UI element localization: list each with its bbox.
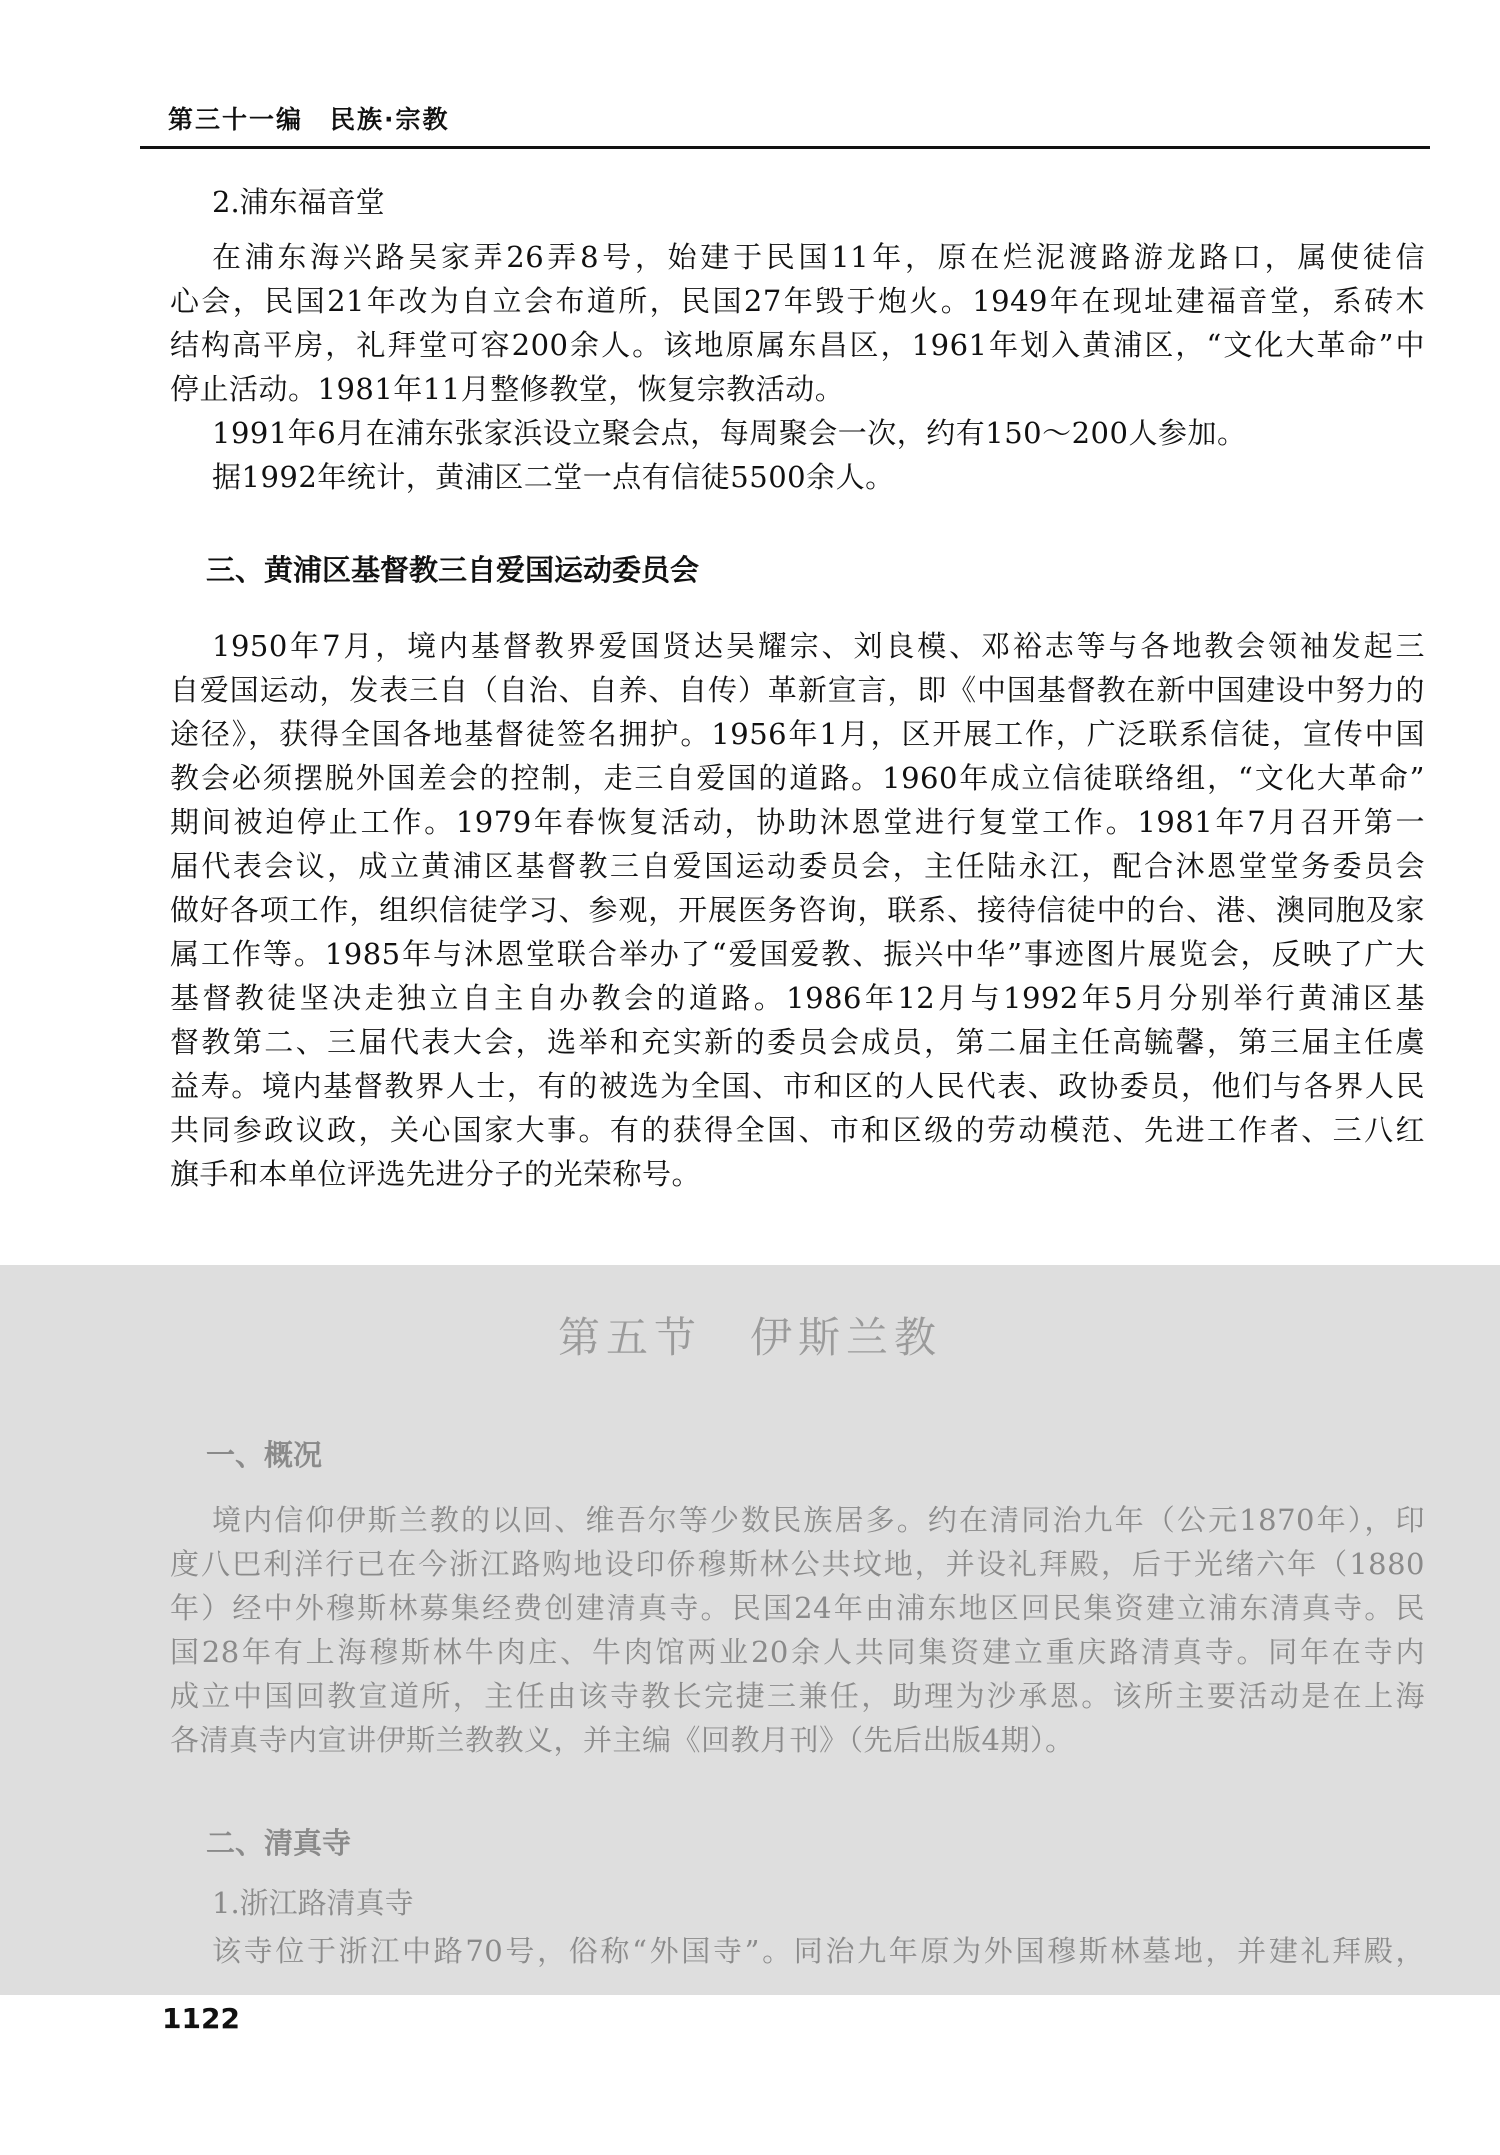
paragraph-line: 1991年6月在浦东张家浜设立聚会点，每周聚会一次，约有150～200人参加。 bbox=[212, 416, 1247, 450]
paragraph-line: 自爱国运动，发表三自（自治、自养、自传）革新宣言，即《中国基督教在新中国建设中努力的 bbox=[170, 673, 1425, 707]
overview-paragraph bbox=[170, 1498, 1425, 1762]
paragraph-line: 期间被迫停止工作。1979年春恢复活动，协助沐恩堂进行复堂工作。1981年7月召开第一 bbox=[170, 805, 1425, 839]
paragraph-line: 年）经中外穆斯林募集经费创建清真寺。民国24年由浦东地区回民集资建立浦东清真寺。民 bbox=[170, 1591, 1425, 1625]
paragraph-line: 1950年7月，境内基督教界爱国贤达吴耀宗、刘良模、邓裕志等与各地教会领袖发起三 bbox=[212, 629, 1425, 663]
paragraph-line: 该寺位于浙江中路70号，俗称“外国寺”。同治九年原为外国穆斯林墓地，并建礼拜殿， bbox=[212, 1934, 1425, 1968]
paragraph-line: 基督教徒坚决走独立自主自办教会的道路。1986年12月与1992年5月分别举行黄浦区基 bbox=[170, 981, 1425, 1015]
header-rule bbox=[140, 146, 1430, 149]
subsection-heading-mosques: 二、清真寺 bbox=[206, 1826, 352, 1860]
pudong-church-paragraph bbox=[170, 235, 1425, 499]
paragraph-line: 境内信仰伊斯兰教的以回、维吾尔等少数民族居多。约在清同治九年（公元1870年），印 bbox=[212, 1503, 1425, 1537]
paragraph-line: 结构高平房，礼拜堂可容200余人。该地原属东昌区，1961年划入黄浦区，“文化大革命”中 bbox=[170, 328, 1425, 362]
paragraph-line: 国28年有上海穆斯林牛肉庄、牛肉馆两业20余人共同集资建立重庆路清真寺。同年在寺内 bbox=[170, 1635, 1425, 1669]
subheading-zhejiang-road-mosque: 1.浙江路清真寺 bbox=[212, 1886, 414, 1920]
paragraph-line: 度八巴利洋行已在今浙江路购地设印侨穆斯林公共坟地，并设礼拜殿，后于光绪六年（1880 bbox=[170, 1547, 1425, 1581]
paragraph-line: 教会必须摆脱外国差会的控制，走三自爱国的道路。1960年成立信徒联络组，“文化大革命” bbox=[170, 761, 1425, 795]
paragraph-line: 各清真寺内宣讲伊斯兰教教义，并主编《回教月刊》（先后出版4期）。 bbox=[170, 1723, 1075, 1757]
paragraph-line: 停止活动。1981年11月整修教堂，恢复宗教活动。 bbox=[170, 372, 845, 406]
section-heading-tspm: 三、黄浦区基督教三自爱国运动委员会 bbox=[206, 553, 700, 587]
paragraph-line: 益寿。境内基督教界人士，有的被选为全国、市和区的人民代表、政协委员，他们与各界人民 bbox=[170, 1069, 1425, 1103]
islam-section-band bbox=[0, 1265, 1500, 1995]
paragraph-line: 届代表会议，成立黄浦区基督教三自爱国运动委员会，主任陆永江，配合沐恩堂堂务委员会 bbox=[170, 849, 1425, 883]
subsection-heading-overview: 一、概况 bbox=[206, 1438, 323, 1472]
subheading-pudong-church: 2.浦东福音堂 bbox=[212, 185, 385, 219]
mosque-paragraph bbox=[170, 1929, 1425, 1973]
paragraph-line: 途径》，获得全国各地基督徒签名拥护。1956年1月，区开展工作，广泛联系信徒，宣传中国 bbox=[170, 717, 1425, 751]
paragraph-line: 属工作等。1985年与沐恩堂联合举办了“爱国爱教、振兴中华”事迹图片展览会，反映了广大 bbox=[170, 937, 1425, 971]
page-number: 1122 bbox=[162, 2002, 240, 2035]
running-header: 第三十一编 民族·宗教 bbox=[168, 105, 450, 134]
paragraph-line: 在浦东海兴路吴家弄26弄8号，始建于民国11年，原在烂泥渡路游龙路口，属使徒信 bbox=[212, 240, 1425, 274]
paragraph-line: 心会，民国21年改为自立会布道所，民国27年毁于炮火。1949年在现址建福音堂，系砖木 bbox=[170, 284, 1425, 318]
paragraph-line: 据1992年统计，黄浦区二堂一点有信徒5500余人。 bbox=[212, 460, 895, 494]
paragraph-line: 成立中国回教宣道所，主任由该寺教长完捷三兼任，助理为沙承恩。该所主要活动是在上海 bbox=[170, 1679, 1425, 1713]
paragraph-line: 旗手和本单位评选先进分子的光荣称号。 bbox=[170, 1157, 702, 1191]
section-title-islam: 第五节 伊斯兰教 bbox=[557, 1313, 942, 1362]
paragraph-line: 共同参政议政，关心国家大事。有的获得全国、市和区级的劳动模范、先进工作者、三八红 bbox=[170, 1113, 1425, 1147]
paragraph-line: 督教第二、三届代表大会，选举和充实新的委员会成员，第二届主任高毓馨，第三届主任虞 bbox=[170, 1025, 1425, 1059]
paragraph-line: 做好各项工作，组织信徒学习、参观，开展医务咨询，联系、接待信徒中的台、港、澳同胞及家 bbox=[170, 893, 1425, 927]
tspm-paragraph bbox=[170, 624, 1425, 1196]
